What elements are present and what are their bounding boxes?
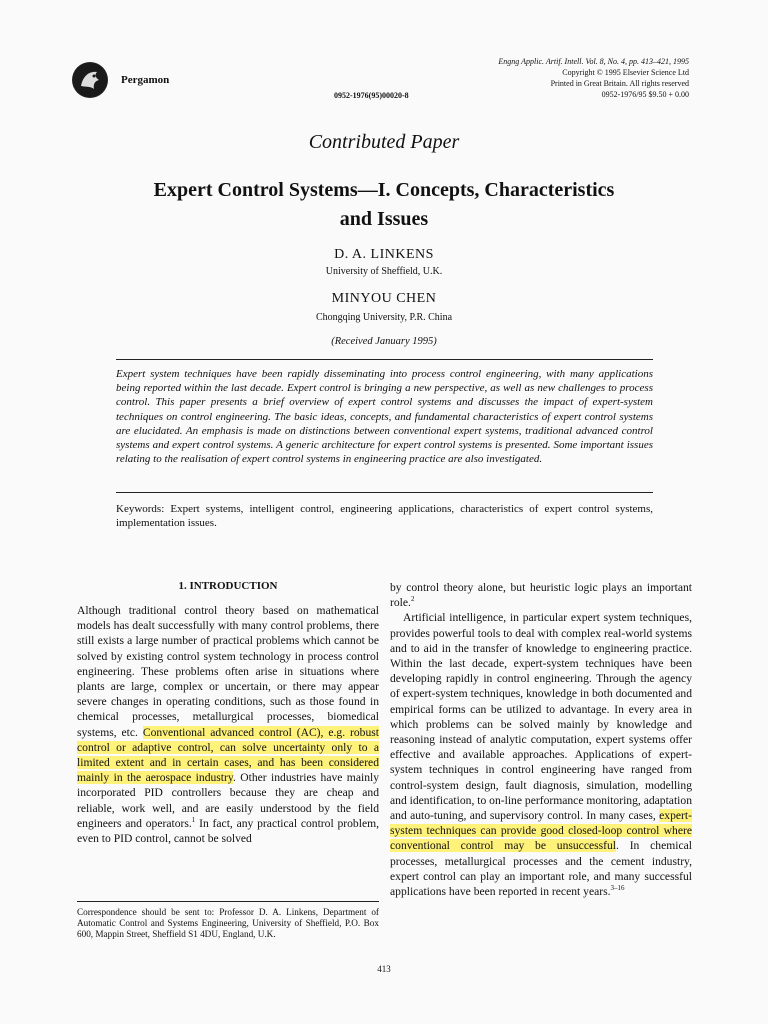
citation-ref: 1 — [191, 815, 196, 824]
paper-title — [0, 176, 768, 234]
left-column — [77, 603, 379, 846]
received-date: (Received January 1995) — [331, 336, 437, 347]
section-label: Contributed Paper — [308, 131, 460, 153]
abstract-bottom-rule — [116, 492, 653, 493]
body-text: Although traditional control theory based on mathematical models has dealt successfully with many control problems, there still exists a large number of practical problems which cannot be solved by existing control system technology in process control engineering. These problems often arise in situations where plants are large, complex or uncertain, or there may appear severe changes in operating conditions, such as those found in chemical processes, metallurgical processes, biomedical systems, etc. — [77, 604, 379, 739]
body-text: . Other industries have mainly incorporated PID controllers because they are cheap and reliable, work well, and are easily understood by the field engineers and operators. — [77, 771, 380, 830]
title-line: and Issues — [339, 208, 429, 230]
body-text: In fact, any practical control problem, even to PID control, cannot be solved — [77, 816, 380, 846]
publisher-name: Pergamon — [121, 74, 170, 86]
correspondence-footnote: Correspondence should be sent to: Professor D. A. Linkens, Department of Automatic Control and Systems Engineering, University of Sheffield, P.O. Box 600, Mappin Street, Sheffield S1 4DU, England, U.K. — [77, 907, 379, 940]
title-line: Expert Control Systems—I. Concepts, Characteristics — [153, 179, 615, 201]
footnote-rule — [77, 901, 379, 902]
right-column — [390, 580, 692, 899]
author-affiliation: University of Sheffield, U.K. — [325, 266, 443, 277]
journal-line: Copyright © 1995 Elsevier Science Ltd — [562, 68, 689, 77]
body-text: Artificial intelligence, in particular expert system techniques, provides powerful tools to deal with complex real-world systems and to aid in the transfer of knowledge to engineering practice. Within the last decade, expert-system techniques have been developing rapidly in control engineering. Through the agency of expert-system techniques, knowledge in both documented and empirical forms can be utilized to advantage. In every area in which problems can be solved mainly by knowledge and reasoning instead of analytic computation, expert systems offer effective and available approaches. Applications of expert-system techniques in control engineering have ranged from control-system design, fault diagnosis, simulation, modelling and identification, to on-line performance monitoring, adaptation and auto-tuning, and supervisory control. In many cases, — [390, 611, 692, 823]
journal-line: 0952-1976/95 $9.50 + 0.00 — [601, 90, 689, 99]
body-text: by control theory alone, but heuristic logic plays an important role. — [390, 581, 692, 610]
citation-ref: 3–16 — [610, 884, 625, 893]
author-name: MINYOU CHEN — [331, 291, 437, 306]
highlighted-text: Conventional advanced control (AC), e.g. robust control or adaptive control, can solve uncertainty only to a limited extent and in certain cases, and has been considered mainly in the aerospace industry — [77, 725, 379, 785]
highlighted-text: expert-system techniques can provide good closed-loop control where conventional control may be unsuccessful — [390, 809, 692, 853]
author-affiliation: Chongqing University, P.R. China — [315, 312, 453, 323]
body-text: . In chemical processes, metallurgical processes and the cement industry, expert control can play an important role, and many successful applications have been reported in recent years. — [390, 839, 692, 899]
section-heading: 1. INTRODUCTION — [178, 580, 278, 592]
keywords: Keywords: Expert systems, intelligent control, engineering applications, characteristics of expert control systems, implementation issues. — [116, 503, 653, 530]
doi-code: 0952-1976(95)00020-8 — [334, 91, 409, 100]
journal-line: Printed in Great Britain. All rights reserved — [550, 79, 689, 88]
pergamon-logo-icon — [72, 62, 108, 98]
author-name: D. A. LINKENS — [334, 247, 434, 262]
abstract: Expert system techniques have been rapidly disseminating into process control engineering, with many applications being reported within the last decade. Expert control is bringing a new perspective, as well as new challenges to process control. This paper presents a brief overview of expert control systems and discusses the impact of expert-system techniques on control engineering. The basic ideas, concepts, and fundamental characteristics of expert control systems are elucidated. An emphasis is made on distinctions between conventional expert systems, traditional advanced control systems and expert control systems. A generic architecture for expert control systems is presented. Some important issues relating to the realisation of expert control systems in engineering practice are also investigated. — [116, 368, 653, 466]
journal-line: Engng Applic. Artif. Intell. Vol. 8, No. 4, pp. 413–421, 1995 — [498, 57, 689, 66]
journal-citation — [498, 56, 689, 100]
citation-ref: 2 — [410, 595, 415, 604]
abstract-top-rule — [116, 359, 653, 360]
page-number: 413 — [377, 964, 391, 974]
